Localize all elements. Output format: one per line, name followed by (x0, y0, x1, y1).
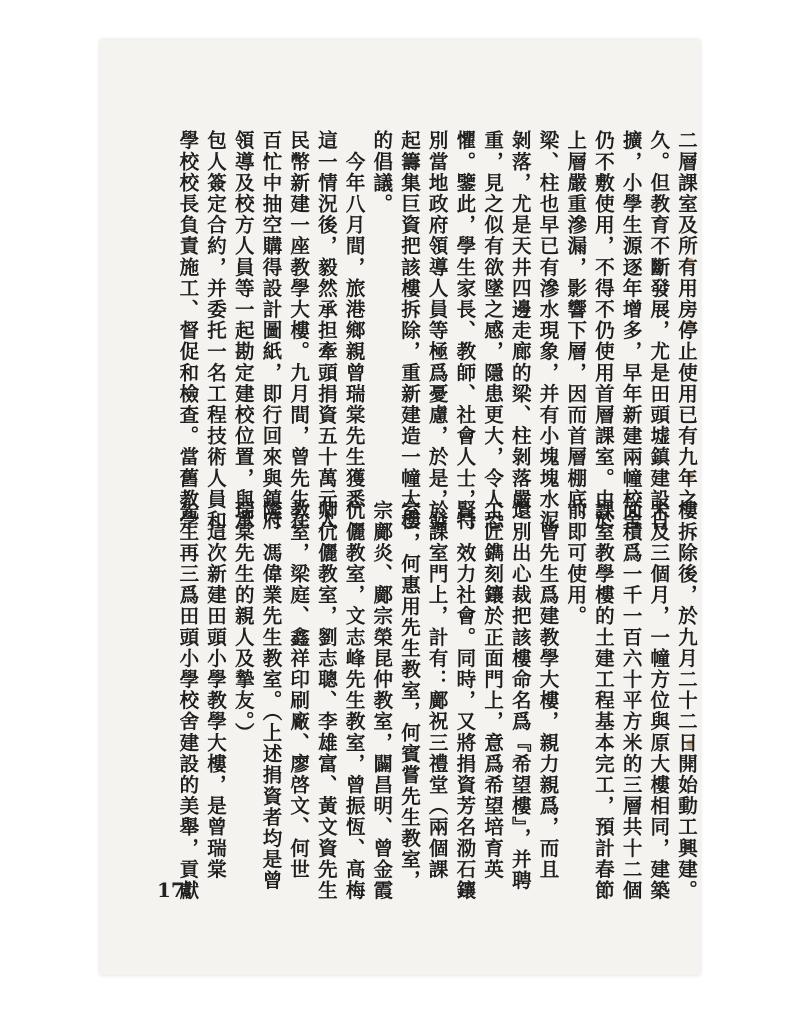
text-column: 重，見之似有欲墜之感，隱患更大，令人恐 (481, 130, 505, 531)
text-column: 的倡議。 (370, 130, 394, 215)
text-column: 梁、柱也早已有滲水現象，并有小塊塊水泥 (536, 130, 560, 531)
text-column: 起籌集巨資把該樓拆除，重新建造一幢大樓 (397, 130, 421, 531)
text-column: 百忙中抽空購得設計圖紙，即行回來與鎮府 (259, 130, 283, 531)
text-column: 先生再三爲田頭小學校舍建設的美舉，貢獻 (176, 500, 200, 901)
text-column: 曾先生爲建教學大樓，親力親爲，而且 (536, 500, 560, 880)
text-column: 二層課室及所有用房停止使用已有九年之 (675, 130, 698, 510)
text-column: 民幣新建一座教學大樓。九月間，曾先生在 (287, 130, 311, 531)
text-column: 仍不敷使用，不得不仍使用首層課室。由於 (591, 130, 615, 531)
text-column: 還別出心裁把該樓命名爲『希望樓』，并聘 (508, 500, 532, 892)
book-page (100, 40, 700, 975)
text-column: 久。但教育不斷發展，尤是田頭墟鎮建設日 (647, 130, 671, 531)
text-column: 前即可使用。 (564, 500, 588, 627)
text-column: 宗鄺炎、鄺宗榮昆仲教室，闢昌明、曾金霞 (370, 500, 394, 901)
text-column: 樓拆除後，於九月二十二日開始動工興建。 (675, 500, 698, 901)
text-column: 懼。鑒此，學生家長、教師、社會人士，特 (453, 130, 477, 531)
text-column: 卿伉儷教室，劉志聰、李雄富、黃文資先生 (314, 500, 338, 901)
text-column: 工匠鐫刻鑲於正面門上，意爲希望培育英 (481, 500, 505, 880)
text-column: 教室，梁庭、鑫祥印刷廠、廖啓文、何世 (287, 500, 311, 880)
text-column: 於課室門上，計有：鄺祝三禮堂（兩個課 (425, 500, 449, 880)
text-column: 賢，效力社會。同時，又將捐資芳名泐石鑲 (453, 500, 477, 901)
text-column: 室），何惠用先生教室，何賓嘗先生教室， (397, 500, 421, 892)
text-column: 學校校長負責施工、督促和檢查。當舊教學 (176, 130, 200, 531)
text-column: 這次新建田頭小學教學大樓，是曾瑞棠 (204, 500, 228, 880)
text-column: 課室教學樓的土建工程基本完工，預計春節 (591, 500, 615, 901)
page-number: 17 (157, 878, 185, 902)
upper-text-block (125, 130, 700, 531)
text-column: 今年八月間，旅港鄉親曾瑞棠先生獲悉 (342, 130, 366, 510)
text-column: 剝落，尤是天井四邊走廊的梁、柱剝落嚴 (508, 130, 532, 510)
text-column: 別當地政府領導人員等極爲憂慮，於是，發 (425, 130, 449, 531)
text-column: 上層嚴重滲漏，影響下層，因而首層棚底、 (564, 130, 588, 531)
text-column: 這一情況後，毅然承担牽頭捐資五十萬元人 (314, 130, 338, 531)
text-column: 包人簽定合約，并委托一名工程技術人員和 (204, 130, 228, 531)
text-column: 面積爲一千一百六十平方米的三層共十二個 (619, 500, 643, 901)
text-column: 未及三個月，一幢方位與原大樓相同，建築 (647, 500, 671, 901)
text-column: 隆、馮偉業先生教室。（上述捐資者均是曾 (259, 500, 283, 892)
text-column: 伉儷教室，文志峰先生教室，曾振恆、高梅 (342, 500, 366, 901)
text-column: 瑞棠先生的親人及摯友。） (231, 500, 255, 744)
text-column: 擴，小學生源逐年增多，早年新建兩幢校舍 (619, 130, 643, 531)
text-column: 領導及校方人員等一起勘定建校位置，與承 (231, 130, 255, 531)
